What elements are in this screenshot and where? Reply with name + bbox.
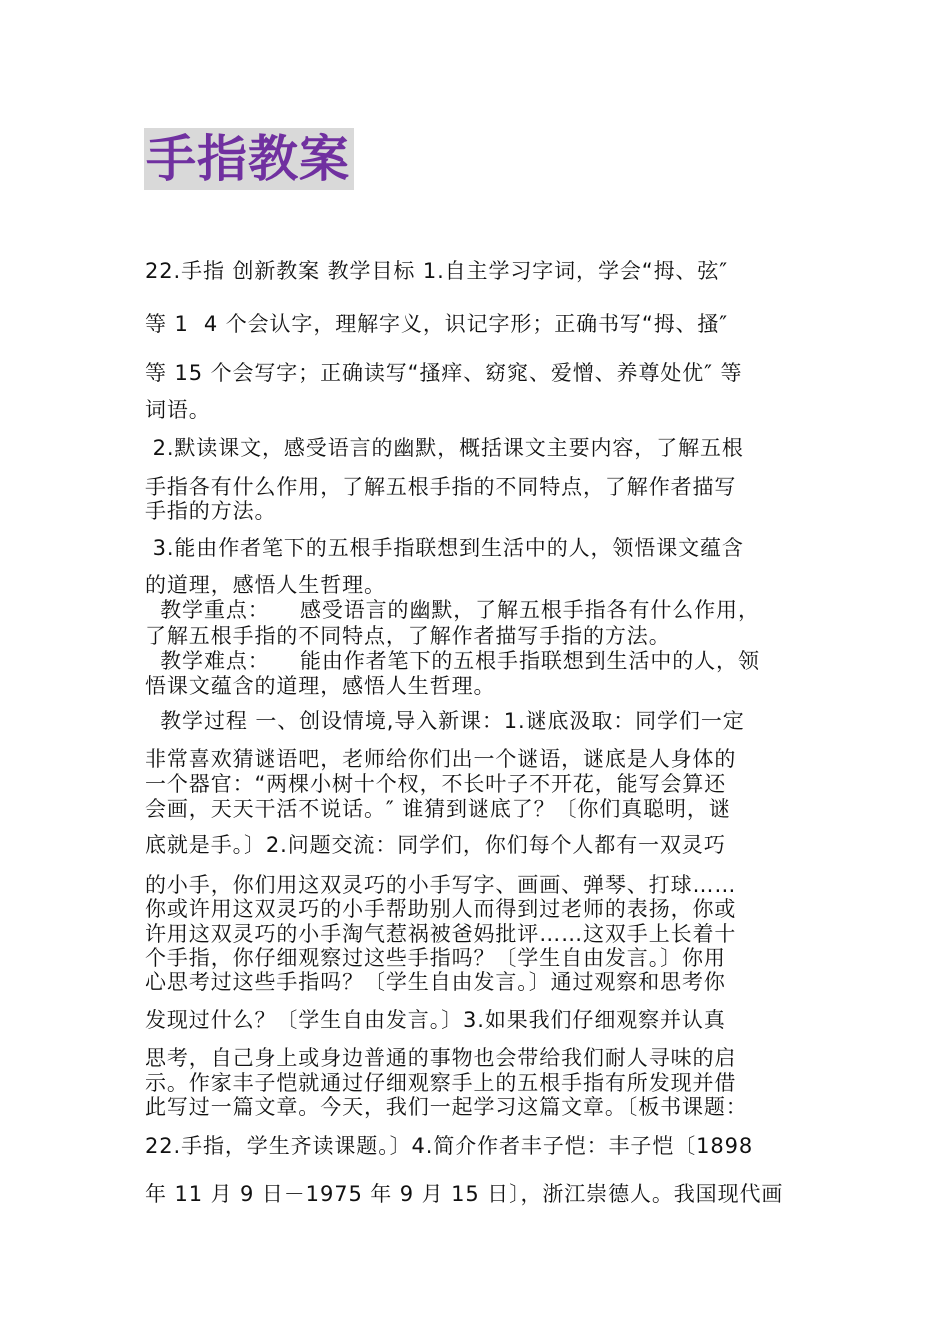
text-line: 思考，自己身上或身边普通的事物也会带给我们耐人寻味的启 — [145, 1046, 737, 1070]
text-line: 了解五根手指的不同特点，了解作者描写手指的方法。 — [145, 624, 671, 648]
text-line: 示。作家丰子恺就通过仔细观察手上的五根手指有所发现并借 — [145, 1071, 737, 1095]
text-line: 3.能由作者笔下的五根手指联想到生活中的人，领悟课文蕴含 — [145, 536, 744, 560]
text-line: 年 11 月 9 日－1975 年 9 月 15 日〕，浙江崇德人。我国现代画 — [145, 1182, 784, 1206]
text-line: 你或许用这双灵巧的小手帮助别人而得到过老师的表扬，你或 — [145, 897, 737, 921]
text-line: 22.手指，学生齐读课题。〕4.简介作者丰子恺：丰子恺〔1898 — [145, 1134, 754, 1158]
text-line: 发现过什么？〔学生自由发言。〕3.如果我们仔细观察并认真 — [145, 1008, 726, 1032]
text-line: 心思考过这些手指吗？〔学生自由发言。〕通过观察和思考你 — [145, 970, 726, 994]
text-line: 等 1 4 个会认字，理解字义，识记字形；正确书写“拇、搔″ — [145, 312, 729, 336]
text-line: 底就是手。〕2.问题交流：同学们，你们每个人都有一双灵巧 — [145, 833, 726, 857]
text-line: 22.手指 创新教案 教学目标 1.自主学习字词，学会“拇、弦″ — [145, 259, 728, 283]
document-title: 手指教案 — [144, 128, 354, 190]
text-line: 手指的方法。 — [145, 499, 277, 523]
text-line: 等 15 个会写字；正确读写“搔痒、窈窕、爱憎、养尊处优″ 等 — [145, 361, 743, 385]
text-line: 会画，天天干活不说话。″ 谁猜到谜底了？〔你们真聪明，谜 — [145, 797, 731, 821]
text-line: 手指各有什么作用，了解五根手指的不同特点，了解作者描写 — [145, 475, 737, 499]
text-line: 词语。 — [145, 398, 211, 422]
text-line: 教学重点： 感受语言的幽默，了解五根手指各有什么作用， — [145, 598, 760, 622]
text-line: 此写过一篇文章。今天，我们一起学习这篇文章。〔板书课题： — [145, 1095, 748, 1119]
text-line: 许用这双灵巧的小手淘气惹祸被爸妈批评……这双手上长着十 — [145, 922, 737, 946]
text-line: 非常喜欢猜谜语吧，老师给你们出一个谜语，谜底是人身体的 — [145, 747, 737, 771]
text-line: 个手指，你仔细观察过这些手指吗？〔学生自由发言。〕你用 — [145, 946, 726, 970]
text-line: 教学难点： 能由作者笔下的五根手指联想到生活中的人，领 — [145, 649, 760, 673]
text-line: 的道理，感悟人生哲理。 — [145, 573, 386, 597]
text-line: 悟课文蕴含的道理，感悟人生哲理。 — [145, 674, 496, 698]
text-line: 2.默读课文，感受语言的幽默，概括课文主要内容，了解五根 — [145, 436, 744, 460]
text-line: 一个器官：“两棵小树十个杈，不长叶子不开花，能写会算还 — [145, 772, 727, 796]
text-line: 教学过程 一、创设情境,导入新课：1.谜底汲取：同学们一定 — [145, 709, 745, 733]
text-line: 的小手，你们用这双灵巧的小手写字、画画、弹琴、打球…… — [145, 873, 737, 897]
